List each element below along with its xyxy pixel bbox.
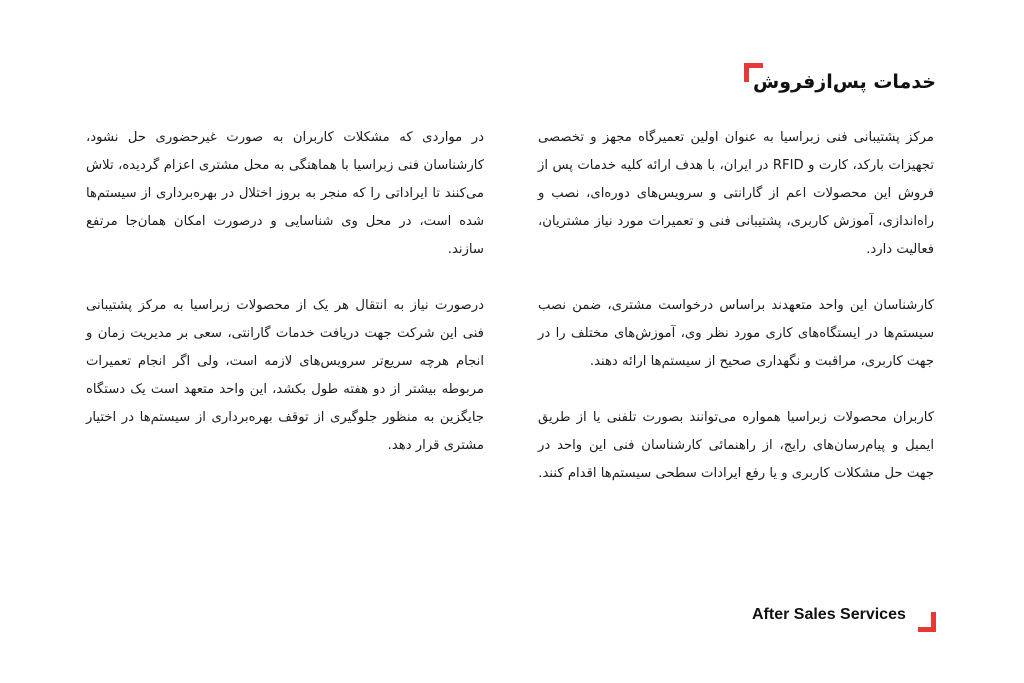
left-column bbox=[86, 124, 484, 488]
page-title: خدمات پس‌ازفروش bbox=[752, 71, 936, 93]
paragraph-4: در مواردی که مشکلات کاربران به صورت غیرحضوری حل نشود، کارشناسان فنی زبراسیا با هماهنگی به محل مشتری اعزام گردیده، تلاش می‌کنند تا ایراداتی را که منجر به بروز اختلال در بهره‌برداری از سیستم‌ها شده است، در محل وی شناسایی و درصورت امکان همان‌جا مرتفع سازند. bbox=[86, 130, 484, 257]
right-column bbox=[538, 124, 934, 516]
paragraph-5: درصورت نیاز به انتقال هر یک از محصولات زبراسیا به مرکز پشتیبانی فنی این شرکت جهت دریافت خدمات گارانتی، سعی بر مدیریت زمان و انجام هرچه سریع‌تر سرویس‌های لازمه است، ولی اگر انجام تعمیرات مربوطه بیشتر از دو هفته طول بکشد، این واحد متعهد است یک دستگاه جایگزین به منظور جلوگیری از توقف بهره‌برداری از سیستم‌ها در اختیار مشتری قرار دهد. bbox=[86, 298, 484, 453]
footer-title: After Sales Services bbox=[752, 606, 906, 623]
paragraph-3: کاربران محصولات زبراسیا همواره می‌توانند بصورت تلفنی یا از طریق ایمیل و پیام‌رسان‌های رایج، از راهنمائی کارشناسان فنی این واحد در جهت حل مشکلات کاربری و یا رفع ایرادات سطحی سیستم‌ها اقدام کنند. bbox=[538, 410, 934, 481]
bottom-corner-bracket bbox=[918, 612, 936, 632]
paragraph-1: مرکز پشتیبانی فنی زبراسیا به عنوان اولین تعمیرگاه مجهز و تخصصی تجهیزات بارکد، کارت و RFID در ایران، با هدف ارائه کلیه خدمات پس از فروش این محصولات اعم از گارانتی و سرویس‌های دوره‌ای، نصب و راه‌اندازی، آموزش کاربری، پشتیبانی فنی و تعمیرات مورد نیاز مشتریان، فعالیت دارد. bbox=[538, 130, 934, 257]
paragraph-2: کارشناسان این واحد متعهدند براساس درخواست مشتری، ضمن نصب سیستم‌ها در ایستگاه‌های کاری مورد نظر وی، آموزش‌های مختلف را در جهت کاربری، مراقبت و نگهداری صحیح از سیستم‌ها ارائه دهند. bbox=[538, 298, 934, 369]
